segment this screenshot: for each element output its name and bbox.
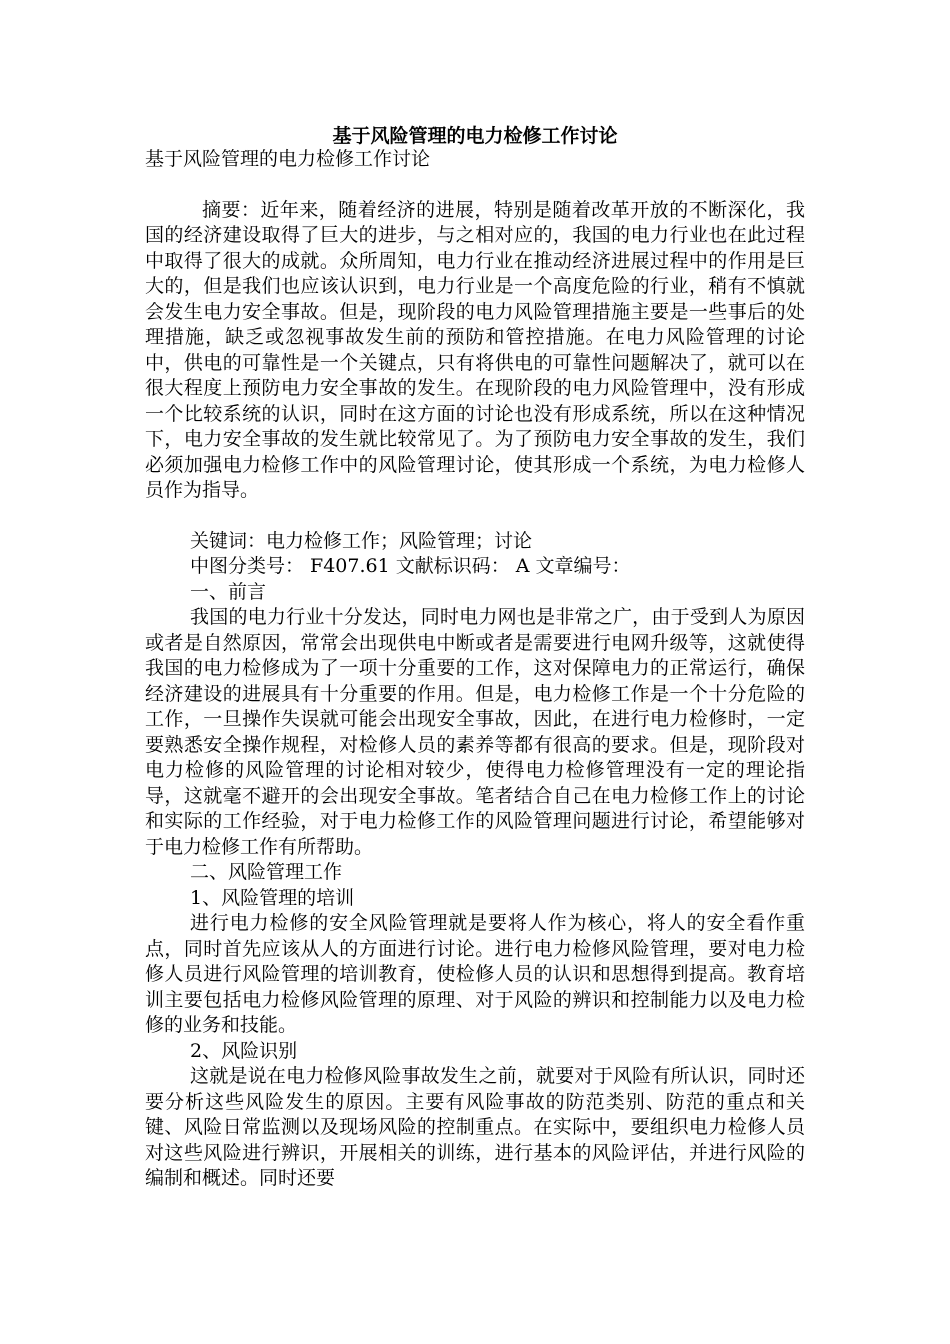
subsection2-paragraph: 这就是说在电力检修风险事故发生之前，就要对于风险有所认识，同时还要分析这些风险发生的原因。主要有风险事故的防范类别、防范的重点和关键、风险日常监测以及现场风险的控制重点。在实际中，要组织电力检修人员对这些风险进行辨识，开展相关的训练，进行基本的风险评估，并进行风险的编制和概述。同时还要 xyxy=(145,1065,805,1189)
blank-line xyxy=(145,173,805,198)
subsection2-heading: 2、风险识别 xyxy=(190,1039,298,1062)
abstract-paragraph: 摘要：近年来，随着经济的进展，特别是随着改革开放的不断深化，我国的经济建设取得了巨大的进步，与之相对应的，我国的电力行业也在此过程中取得了很大的成就。众所周知，电力行业在推动经济进展过程中的作用是巨大的，但是我们也应该认识到，电力行业是一个高度危险的行业，稍有不慎就会发生电力安全事故。但是，现阶段的电力风险管理措施主要是一些事后的处理措施，缺乏或忽视事故发生前的预防和管控措施。在电力风险管理的讨论中，供电的可靠性是一个关键点，只有将供电的可靠性问题解决了，就可以在很大程度上预防电力安全事故的发生。在现阶段的电力风险管理中，没有形成一个比较系统的认识，同时在这方面的讨论也没有形成系统，所以在这种情况下，电力安全事故的发生就比较常见了。为了预防电力安全事故的发生，我们必须加强电力检修工作中的风险管理讨论，使其形成一个系统，为电力检修人员作为指导。 xyxy=(145,198,805,501)
document-subtitle: 基于风险管理的电力检修工作讨论 xyxy=(145,148,431,170)
document-title: 基于风险管理的电力检修工作讨论 xyxy=(332,125,618,147)
subsection1-heading: 1、风险管理的培训 xyxy=(190,886,355,909)
keywords-line: 关键词：电力检修工作；风险管理；讨论 xyxy=(190,529,533,552)
section1-paragraph: 我国的电力行业十分发达，同时电力网也是非常之广，由于受到人为原因或者是自然原因，常常会出现供电中断或者是需要进行电网升级等，这就使得我国的电力检修成为了一项十分重要的工作，这对保障电力的正常运行，确保经济建设的进展具有十分重要的作用。但是，电力检修工作是一个十分危险的工作，一旦操作失误就可能会出现安全事故，因此，在进行电力检修时，一定要熟悉安全操作规程，对检修人员的素养等都有很高的要求。但是，现阶段对电力检修的风险管理的讨论相对较少，使得电力检修管理没有一定的理论指导，这就毫不避开的会出现安全事故。笔者结合自己在电力检修工作上的讨论和实际的工作经验，对于电力检修工作的风险管理问题进行讨论，希望能够对于电力检修工作有所帮助。 xyxy=(145,606,805,858)
section2-heading: 二、风险管理工作 xyxy=(190,861,343,883)
subsection1-paragraph: 进行电力检修的安全风险管理就是要将人作为核心，将人的安全看作重点，同时首先应该从人的方面进行讨论。进行电力检修风险管理，要对电力检修人员进行风险管理的培训教育，使检修人员的认识和思想得到提高。教育培训主要包括电力检修风险管理的原理、对于风险的辨识和控制能力以及电力检修的业务和技能。 xyxy=(145,912,805,1036)
section1-heading: 一、前言 xyxy=(190,580,267,603)
classification-line: 中图分类号： F407.61 文献标识码： A 文章编号： xyxy=(190,555,631,577)
document-body xyxy=(145,147,805,1192)
blank-line xyxy=(145,504,805,529)
